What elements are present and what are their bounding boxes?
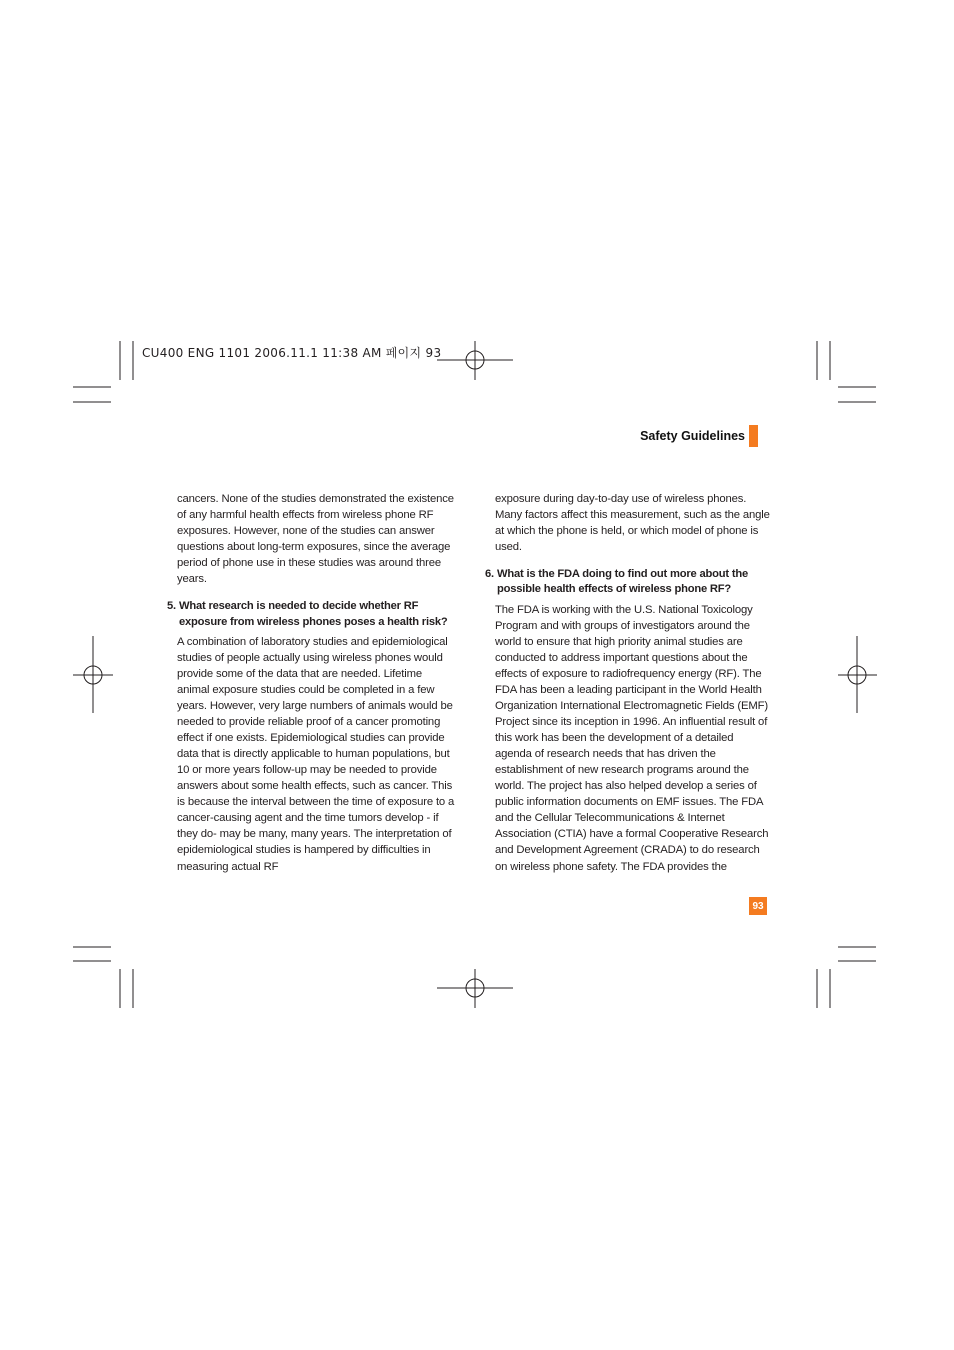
running-header xyxy=(640,425,758,447)
left-intro-paragraph: cancers. None of the studies demonstrated the existence of any harmful health effects from wireless phone RF exposures. However, none of the studies can answer questions about long-term exposures, since the average period of phone use in these studies was around three years. xyxy=(177,493,454,586)
question-5-heading xyxy=(167,599,455,630)
question-5-answer: A combination of laboratory studies and epidemiological studies of people actually using wireless phones would provide some of the data that are needed. Lifetime animal exposure studies could be completed in a few years. However, very large numbers of animals would be needed to provide reliable proof of a cancer promoting effect if one exists. Epidemiological studies can provide data that is directly applicable to human populations, but 10 or more years follow-up may be needed to provide answers about some health effects, such as cancer. This is because the interval between the time of exposure to a cancer-causing agent and the time tumors develop - if they do- may be many, many years. The interpretation of epidemiological studies is hampered by difficulties in measuring actual RF xyxy=(177,635,455,873)
right-intro-paragraph: exposure during day-to-day use of wireless phones. Many factors affect this measurement, such as the angle at which the phone is held, or which model of phone is used. xyxy=(495,493,770,554)
question-5-number: 5. xyxy=(167,600,176,613)
section-title: Safety Guidelines xyxy=(640,429,745,443)
left-column xyxy=(167,491,455,875)
question-6-answer: The FDA is working with the U.S. National Toxicology Program and with groups of investigators around the world to ensure that high priority animal studies are conducted to address important questions about the effects of exposure to radiofrequency energy (RF). The FDA has been a leading participant in the World Health Organization International Electromagnetic Fields (EMF) Project since its inception in 1996. An influential result of this work has been the development of a detailed agenda of research needs that has driven the establishment of new research programs around the world. The project has also helped develop a series of public information documents on EMF issues. The FDA and the Cellular Telecommunications & Internet Association (CTIA) have a formal Cooperative Research and Development Agreement (CRADA) to do research on wireless phone safety. The FDA provides the xyxy=(495,603,769,873)
section-tab-marker xyxy=(749,425,758,447)
question-6-text: What is the FDA doing to find out more about the possible health effects of wireless phone RF? xyxy=(497,568,748,596)
question-5-text: What research is needed to decide whether RF exposure from wireless phones poses a health risk? xyxy=(179,600,448,628)
right-column xyxy=(485,491,773,875)
page-number-badge: 93 xyxy=(749,897,767,915)
print-slug: CU400 ENG 1101 2006.11.1 11:38 AM 페이지 93 xyxy=(142,346,442,360)
question-6-number: 6. xyxy=(485,568,494,581)
question-6-heading xyxy=(485,567,773,598)
